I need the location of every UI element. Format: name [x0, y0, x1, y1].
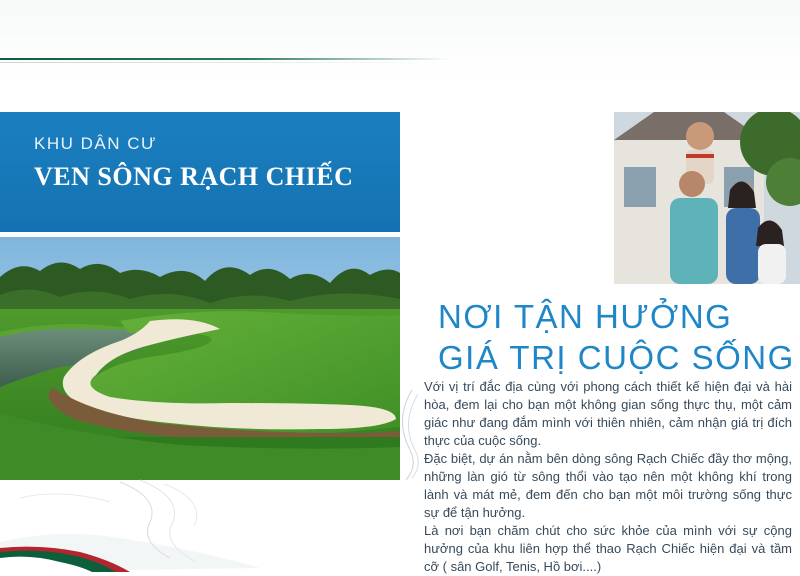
headline-line-2: GIÁ TRỊ CUỘC SỐNG	[438, 339, 795, 376]
body-text	[424, 378, 792, 576]
top-green-rule	[0, 58, 450, 60]
headline	[438, 296, 798, 378]
decorative-lines-right	[392, 390, 432, 480]
banner-title: VEN SÔNG RẠCH CHIẾC	[34, 162, 354, 191]
decorative-swoosh	[0, 478, 440, 572]
banner-subtitle: KHU DÂN CƯ	[34, 134, 158, 153]
title-banner	[0, 112, 400, 232]
paragraph-river: Đặc biệt, dự án nằm bên dòng sông Rạch Chiếc đầy thơ mộng, những làn gió từ sông thổi vào tạo nên một không khí trong lành và mát mẻ, đem đến cho bạn một môi trường sống thực sự để tận hưởng.	[424, 451, 792, 520]
top-rule-shadow	[0, 62, 440, 63]
family-photo	[614, 112, 800, 284]
paragraph-sports: Là nơi bạn chăm chút cho sức khỏe của mình với sự cộng hưởng của khu liên hợp thể thao Rạch Chiếc hiện đại và tầm cỡ ( sân Golf, Tenis, Hồ bơi....)	[424, 523, 792, 574]
paragraph-location: Với vị trí đắc địa cùng với phong cách thiết kế hiện đại và hài hòa, đem lại cho bạn một không gian sống thực thụ, một cảm giác như đang đắm mình với thiên nhiên, cảm nhận giá trị đích thực của cuộc sống.	[424, 379, 792, 448]
golf-course-photo	[0, 237, 400, 480]
headline-line-1: NƠI TẬN HƯỞNG	[438, 298, 733, 335]
